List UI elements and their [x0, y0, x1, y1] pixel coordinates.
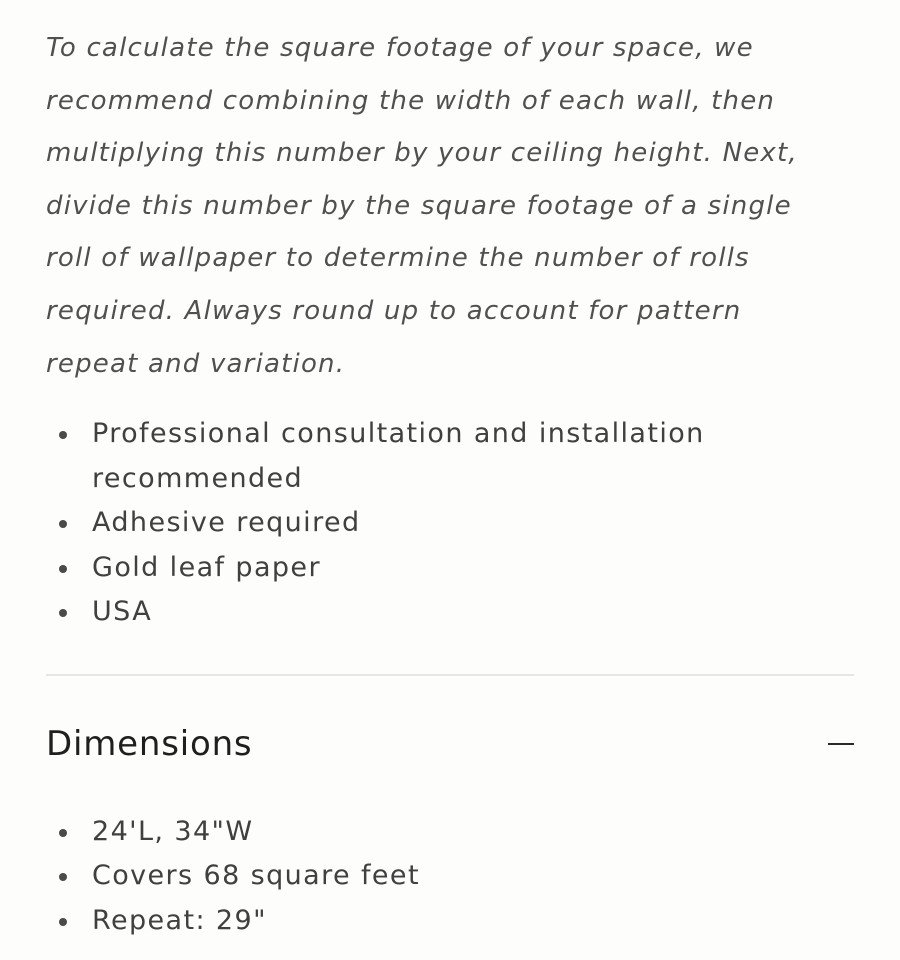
section-divider: [46, 674, 854, 676]
list-item: Repeat: 29": [46, 899, 854, 944]
minus-icon[interactable]: [828, 743, 854, 745]
dimensions-list: [46, 810, 854, 944]
description-paragraph: To calculate the square footage of your space, we recommend combining the width of each wall, then multiplying this number by your ceiling height. Next, divide this number by the square footage of a single roll of wallpaper to determine the number of rolls required. Always round up to account for pattern repeat and variation.: [46, 33, 798, 379]
features-list: [46, 412, 854, 635]
product-details: [46, 22, 854, 943]
list-item: Gold leaf paper: [46, 546, 854, 591]
dimensions-title: Dimensions: [46, 723, 253, 764]
list-item: Adhesive required: [46, 501, 854, 546]
list-item: 24'L, 34"W: [46, 810, 854, 855]
dimensions-accordion-header[interactable]: [46, 722, 854, 766]
list-item: USA: [46, 590, 854, 635]
list-item: Covers 68 square feet: [46, 854, 854, 899]
list-item: Professional consultation and installation recommended: [46, 412, 854, 501]
